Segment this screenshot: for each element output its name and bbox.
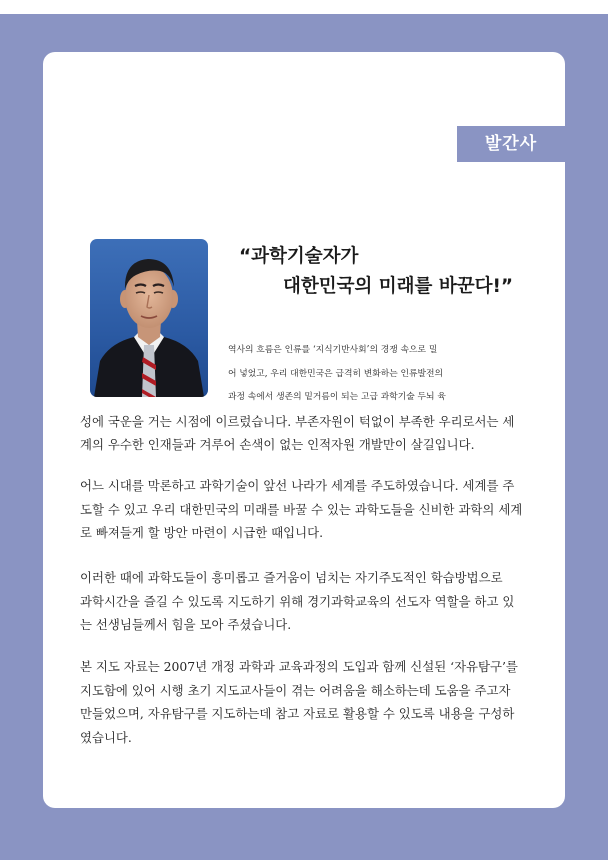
paragraph-line: 지도함에 있어 시행 초기 지도교사들이 겪는 어려움을 해소하는데 도움을 주고자: [80, 682, 511, 698]
paragraph-line: 과학시간을 즐길 수 있도록 지도하기 위해 경기과학교육의 선도자 역할을 하고 있: [80, 593, 515, 609]
paragraph-line: 계의 우수한 인재들과 겨루어 손색이 없는 인적자원 개발만이 살길입니다.: [80, 437, 475, 452]
paragraph-line: 이러한 때에 과학도들이 흥미롭고 즐거움이 넘치는 자기주도적인 학습방법으로: [80, 570, 503, 585]
paragraph-line: 로 빠져들게 할 방안 마련이 시급한 때입니다.: [80, 525, 324, 540]
paragraph-line: 만들었으며, 자유탐구를 지도하는데 참고 자료로 활용할 수 있도록 내용을 구성하: [80, 706, 515, 721]
section-tab: 발간사: [457, 126, 565, 162]
body-paragraph-2: [80, 474, 524, 545]
paragraph-line: 과정 속에서 생존의 밑거름이 되는 고급 과학기술 두뇌 육: [228, 392, 446, 402]
body-paragraph-4: [80, 655, 524, 749]
paragraph-line: 어느 시대를 막론하고 과학기술이 앞선 나라가 세계를 주도하였습니다. 세계를 주: [80, 478, 515, 493]
paragraph-line: 본 지도 자료는 2007년 개정 과학과 교육과정의 도입과 함께 신설된 ‘자유탐구’를: [80, 659, 518, 674]
page-card: [43, 52, 565, 808]
headline: [239, 242, 549, 302]
body-paragraph-1: [80, 339, 524, 457]
paragraph-line: 도할 수 있고 우리 대한민국의 미래를 바꿀 수 있는 과학도들을 신비한 과학의 세계: [80, 501, 523, 517]
paragraph-line: 어 넣었고, 우리 대한민국은 급격히 변화하는 인류발전의: [228, 368, 444, 379]
paragraph-line: 성에 국운을 거는 시점에 이르렀습니다. 부존자원이 턱없이 부족한 우리로서는 세: [80, 413, 515, 429]
paragraph-line: 였습니다.: [80, 729, 132, 745]
paragraph-line: 역사의 흐름은 인류를 ‘지식기반사회’의 경쟁 속으로 밀: [228, 345, 438, 355]
top-strip: [0, 0, 608, 14]
paragraph-line: 는 선생님들께서 힘을 모아 주셨습니다.: [80, 617, 292, 632]
body-paragraph-3: [80, 566, 524, 637]
headline-line-2: 대한민국의 미래를 바꾼다!”: [283, 276, 514, 297]
headline-line-1: “과학기술자가: [239, 246, 359, 267]
